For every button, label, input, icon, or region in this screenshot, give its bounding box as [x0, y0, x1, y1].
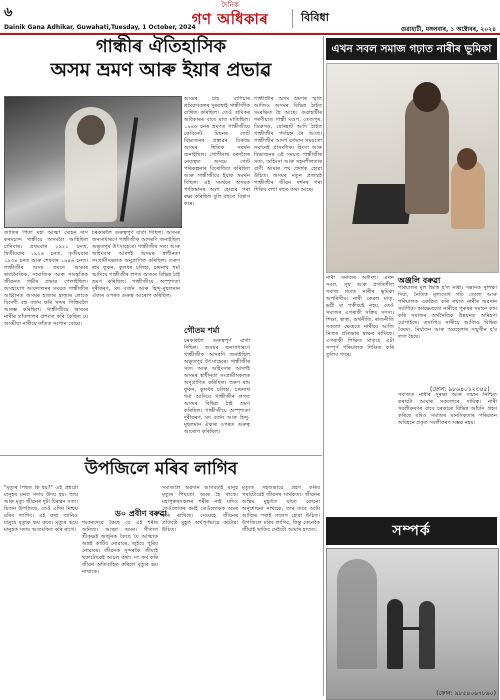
gandhi-column-3-text: অসমৰ চাহ বাগিচাৰ শ্ৰমিকসকলৰ দুৰৱস্থাই গান্ধীজীক ব্যথিত কৰিছিল। তেওঁ শ্ৰমিকৰ অধিকাৰৰ বাবে মাত মাতিছিল। ১৯৪৬ চনৰ ভ্ৰমণত গান্ধীজীয়ে কেবিনেট মিছনৰ গোট বিভাজনৰ প্ৰস্তাৱৰ বিৰুদ্ধে অসমৰ স্থিতিক সমৰ্থন জনাইছিল। গোপীনাথ বৰদলৈৰ নেতৃত্বত অসমে গোট পৰিকল্পনাৰ বিৰোধিতা কৰিছিল আৰু গান্ধীজীয়ে ইয়াক সমৰ্থন দিছিল। এই সমৰ্থনে অসমক পাকিস্তানৰ অংশ হোৱাৰ পৰা ৰক্ষা কৰিছিল বুলি বহুতে বিশ্বাস কৰে। [184, 96, 250, 207]
gandhi-headline-line1: গান্ধীৰ ঐতিহাসিক [95, 36, 227, 57]
bottom-column-3 [162, 485, 238, 695]
divider-horizontal [0, 455, 322, 456]
relation-headline-box [326, 517, 497, 545]
gandhi-column-1 [4, 230, 88, 452]
women-column-2-text: পৰিয়ালৰ মূল ভিত্তি হ'ল নাৰী। সন্তানক সুশিক্ষা দিয়া, নৈতিক মূল্যবোধ গঢ়ি তোলা আৰু পৰিয়ালক একত্ৰিত কৰি ৰখাত নাৰীৰ অৱদান সৰ্বাধিক। কৰ্মক্ষেত্ৰতো নাৰীয়ে পুৰুষৰ সমানে কাম কৰি সমাজৰ অৰ্থনৈতিক উন্নয়নত অৰিহণা যোগাইছে। তথাপিও নাৰীয়ে আজিও বিভিন্ন বৈষম্য, নিৰ্যাতন আৰু অৱহেলাৰ সন্মুখীন হ'ব লগা হৈছে। [398, 285, 497, 340]
gandhi-column-2 [92, 230, 180, 452]
bottom-column-4-text: মৃত্যুক সহজভাৱে গ্ৰহণ কৰিব পৰাটোৱেই জীৱনৰ সাৰ্থকতা। জীৱনৰ অন্তিম মুহূৰ্তত যাতে কোনো অনুশোচনা নাথাকে, তাৰ বাবে আমি আজিৰ পৰাই সজাগ হোৱা উচিত। উপজিলে মৰিব লাগিব, কিন্তু কেনেকৈ জীয়াই থাকিব সেইটো আমাৰ হাতত। [242, 485, 320, 533]
bottom-column-1-text: "মৃত্যুৰ পিছত কি হয়?" এই প্ৰশ্নটো মানুহৰ মনত সদায় উদয় হয়। জন্ম আৰু মৃত্যু জীৱনৰ দুটা চিৰন্তন সত্য। যিজন উপজিছে, তেওঁ এদিন নিশ্চয় মৰিব লাগিব। এই কথা জানিও মানুহে মৃত্যুক ভয় কৰে। মৃত্যুৰ ভয়ে মানুহক সদায় আতংকিত কৰি ৰাখে। [4, 485, 78, 533]
relation-phone: (ফোন: ৯৮৫৪০৬৭৮৯০) [436, 690, 496, 697]
page-number: ৬ [4, 5, 13, 20]
dateline-english: Dainik Gana Adhikar, Guwahati,Tuesday, 1 October, 2024 [4, 24, 196, 31]
gandhi-column-2-text: চৰকাৰলৈ গুৰুত্বপূৰ্ণ বাৰ্তা দিছিল। অসমৰ জনসাধাৰণে গান্ধীজীক আদৰণি জনাইছিল অভূতপূৰ্ব উৎসাহেৰে। গান্ধীজীৰ সত্য আৰু অহিংসাৰ আদৰ্শই অসমৰ স্বাধীনতা সংগ্ৰামীসকলক অনুপ্ৰাণিত কৰিছিল। তৰুণ ৰাম ফুকন, কুলধৰ চলিহা, চন্দ্ৰনাথ শৰ্মা আদিয়ে গান্ধীজীৰ লগত অসমৰ বিভিন্ন ঠাই ভ্ৰমণ কৰিছিল। গান্ধীজীয়ে অস্পৃশ্যতা দূৰীকৰণ, মদ বৰ্জন আৰু হিন্দু-মুছলমান ঐক্যৰ ওপৰত গুৰুত্ব আৰোপ কৰিছিল। [92, 230, 180, 299]
gandhi-column-1-text: জাতিৰ পিতা মহা আত্মা মোহন দাস কৰমচান্দ গান্ধীয়ে অসমলৈ আহিছিল চাৰিবাৰ। প্ৰথমবাৰ ১৯২১ চনত, দ্বিতীয়বাৰ ১৯২৬ চনত, তৃতীয়বাৰ ১৯৩৪ চনত আৰু শেষবাৰ ১৯৪৬ চনত। গান্ধীজীৰ অসম ভ্ৰমণে অসমৰ ৰাজনৈতিক, সামাজিক আৰু সাংস্কৃতিক জীৱনত গভীৰ প্ৰভাৱ পেলাইছিল। অসহযোগ আন্দোলনৰ সময়ত গান্ধীজীৰ আহ্বানত অসমৰ হাজাৰ হাজাৰ লোকে বিদেশী বস্ত্ৰ বৰ্জন কৰি খদ্দৰ পিন্ধিবলৈ আৰম্ভ কৰিছিল। গান্ধীজীয়ে অসমৰ নাৰীৰ তাঁতশালৰ প্ৰশংসা কৰি কৈছিল যে অসমীয়া নাৰীয়ে তাঁতত সপোন বোৱে। [4, 230, 88, 327]
bottom-column-4 [242, 485, 320, 695]
bottom-column-3-text: সমাজলৈ অৱদান আগবঢ়াই মানুহ মৃত্যুৰ পিছতো অমৰ হৈ থাকে। মহাপুৰুষসকলৰ শৰীৰ নাই যদিও তেওঁলোকৰ কৰ্মই তেওঁলোকক অমৰ কৰি ৰাখিছে। সেয়েহে জীৱনৰ প্ৰতিটো মুহূৰ্ত অৰ্থপূৰ্ণভাৱে কটোৱা উচিত। [162, 485, 238, 533]
dateline-assamese: গুৱাহাটী, মঙ্গলবাৰ, ১ অক্টোবৰ, ২০২৪ [400, 26, 496, 33]
relation-headline: সম্পৰ্ক [392, 523, 431, 539]
gandhi-headline [0, 36, 322, 82]
section-name: বিবিধা [292, 9, 329, 28]
gandhi-column-4-text: গান্ধীজীৰ অসম ভ্ৰমণৰ স্মৃতি আজিও অসমৰ বিভিন্ন ঠাইত সংৰক্ষিত হৈ আছে। গুৱাহাটীৰ শৰণীয়াত গান্ধী মণ্ডপ, তেজপুৰ, ডিব্ৰুগড়, যোৰহাট আদি ঠাইত গান্ধীজীৰ পদচিহ্ন ৰৈ আছে। গান্ধীজীৰ আদৰ্শ বৰ্তমান সময়তো সমানেই প্ৰাসংগিক। হিংসা আৰু বিভাজনৰ এই সময়ত গান্ধীজীৰ সত্য, অহিংসা আৰু সহনশীলতাৰ বাণী আমাৰ পথ প্ৰদৰ্শক হোৱা উচিত। অসমৰ নতুন প্ৰজন্মই গান্ধীজীৰ জীৱন দৰ্শনৰ পৰা শিকিব লগা বহুত কথা আছে। [254, 96, 322, 193]
gandhi-photo [4, 96, 182, 228]
masthead [0, 0, 500, 35]
gandhi-column-5-text: চৰকাৰলৈ গুৰুত্বপূৰ্ণ বাৰ্তা দিছিল। অসমৰ জনসাধাৰণে গান্ধীজীক আদৰণি জনাইছিল অভূতপূৰ্ব উৎসাহেৰে। গান্ধীজীৰ সত্য আৰু অহিংসাৰ আদৰ্শই অসমৰ স্বাধীনতা সংগ্ৰামীসকলক অনুপ্ৰাণিত কৰিছিল। তৰুণ ৰাম ফুকন, কুলধৰ চলিহা, চন্দ্ৰনাথ শৰ্মা আদিয়ে গান্ধীজীৰ লগত অসমৰ বিভিন্ন ঠাই ভ্ৰমণ কৰিছিল। গান্ধীজীয়ে অস্পৃশ্যতা দূৰীকৰণ, মদ বৰ্জন আৰু হিন্দু-মুছলমান ঐক্যৰ ওপৰত গুৰুত্ব আৰোপ কৰিছিল। [184, 338, 250, 435]
women-column-2 [398, 285, 497, 380]
logo-daily: দৈনিক [221, 1, 239, 9]
gandhi-column-5 [184, 338, 250, 452]
bottom-headline: উপজিলে মৰিব লাগিব [84, 459, 238, 479]
bottom-column-1 [4, 485, 78, 695]
women-column-3-text: সমাজত নাৰীৰ সুৰক্ষা আৰু সন্মান নিশ্চিত কৰাটো আমাৰ সকলোৰে দায়িত্ব। নাৰী সবলীকৰণৰ বাবে চৰকাৰে বিভিন্ন আঁচনি গ্ৰহণ কৰিছে যদিও সমাজৰ মানসিকতাৰ পৰিৱৰ্তন অবিহনে প্ৰকৃত সবলীকৰণ সম্ভৱ নহয়। [398, 392, 497, 426]
gandhi-column-4 [254, 96, 322, 452]
women-column-3 [398, 392, 497, 514]
gandhi-headline-line2: অসম ভ্ৰমণ আৰু ইয়াৰ প্ৰভাৱ [50, 59, 272, 81]
women-headline: এখন সবল সমাজ গঢ়াত নাৰীৰ ভূমিকা [326, 38, 497, 60]
women-author: অঞ্জলি বৰুৱা [398, 276, 441, 285]
bottom-author: ড০ প্ৰবীণ বৰুৱা [115, 509, 167, 518]
couple-photo [326, 548, 499, 700]
divider-vertical [323, 36, 324, 696]
bottom-column-2 [82, 520, 158, 695]
women-phone: (ফোন: ৯৮৬৪০১২৩৪৫) [430, 386, 490, 393]
logo-name: গণ অধিকাৰ [191, 10, 269, 28]
women-column-1-text: নাৰী সমাজৰ অৰ্ধাংশ। এখন সবল, সুস্থ আৰু প্ৰগতিশীল সমাজ গঢ়াত নাৰীৰ ভূমিকা অপৰিসীম। নাৰী কেৱল মাতৃ, ভগ্নী বা পত্নীয়েই নহয়, তেওঁ সমাজৰ এগৰাকী সক্ৰিয় সদস্য। শিক্ষা, স্বাস্থ্য, অৰ্থনীতি, ৰাজনীতি সকলো ক্ষেত্ৰতে নাৰীয়ে আজি নিজৰ প্ৰতিভাৰ স্বাক্ষৰ ৰাখিছে। এগৰাকী শিক্ষিত মাতৃয়ে এটা সম্পূৰ্ণ পৰিয়ালক শিক্ষিত কৰি তুলিব পাৰে। [326, 275, 394, 358]
woman-with-child-photo [326, 63, 499, 273]
bottom-column-2-text: শংকৰদেৱে কৈছে যে এই শৰীৰ অনিত্য। আত্মা অমৰ। গীতাত শ্ৰীকৃষ্ণই অৰ্জুনক কৈছে যে আত্মাক অস্ত্ৰই কাটিব নোৱাৰে, জুইয়ে পুৰিব নোৱাৰে। জীৱনক সুন্দৰকৈ জীয়াই থকাটোৱেই আচল কথা। সৎ কৰ্ম কৰি জীৱন অতিবাহিত কৰিলে মৃত্যুৰ ভয় নাথাকে। [82, 520, 158, 575]
gandhi-column-3 [184, 96, 250, 321]
women-column-1 [326, 275, 394, 515]
gandhi-author: গৌতম শৰ্মা [184, 326, 220, 335]
